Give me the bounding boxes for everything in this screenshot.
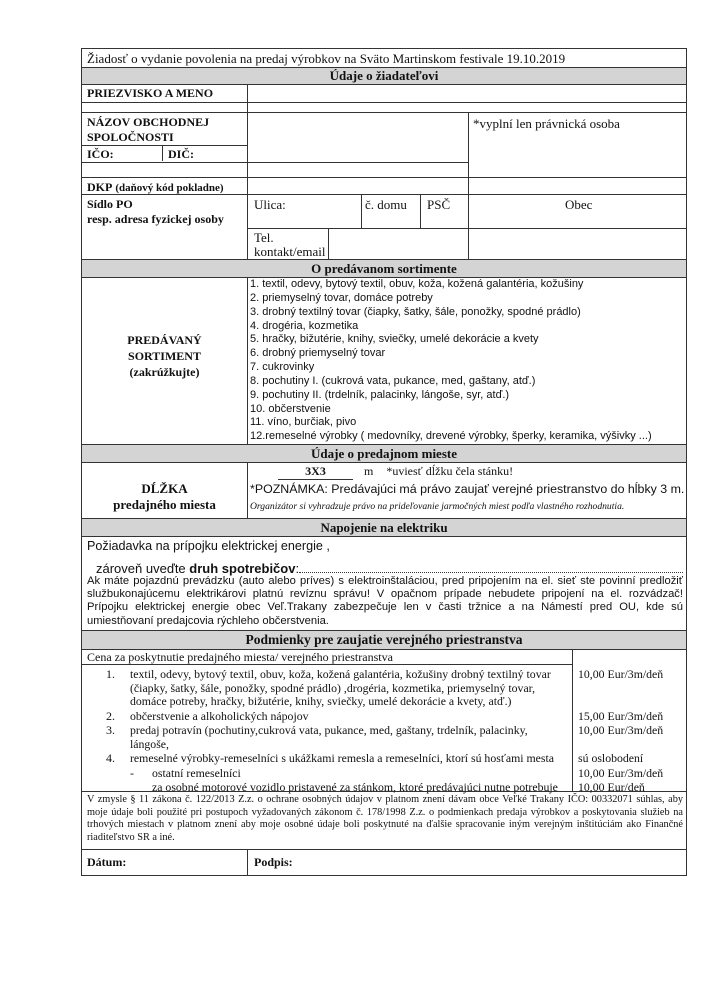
consumer-suffix: : <box>295 561 300 576</box>
assortment-item[interactable]: 9. pochutiny II. (trdelník, palacinky, lángoše, syr, atď.) <box>250 388 510 401</box>
assortment-item[interactable]: 2. priemyselný tovar, domáce potreby <box>250 291 433 304</box>
company-label-2: SPOLOČNOSTI <box>87 130 174 144</box>
date-label: Dátum: <box>87 855 127 869</box>
house-field[interactable] <box>361 212 420 228</box>
conditions-header: Cena za poskytnutie predajného miesta/ verejného priestranstva <box>87 650 393 664</box>
section-assortment: O predávanom sortimente <box>82 260 686 277</box>
house-label: č. domu <box>365 197 407 212</box>
electric-consumers <box>96 561 684 576</box>
place-label-2: predajného miesta <box>113 497 216 512</box>
electric-request: Požiadavka na prípojku elektrickej energie , <box>87 539 330 553</box>
assortment-item[interactable]: 11. víno, burčiak, pivo <box>250 416 357 429</box>
row-text: textil, odevy, bytový textil, obuv, koža, kožená galantéria, kožušiny drobný textilný tovar <box>130 667 551 681</box>
row-text: (čiapky, šatky, šále, ponožky, spodné prádlo) ,drogéria, kozmetika, priemyselný tovar, <box>130 680 536 695</box>
ico-label: IČO: <box>87 147 114 161</box>
assortment-item[interactable]: 3. drobný textilný tovar (čiapky, šatky, šále, ponožky, spodné prádlo) <box>250 305 581 318</box>
row-price: 15,00 Eur/3m/deň <box>578 708 664 723</box>
date-field[interactable] <box>142 851 247 875</box>
assortment-item[interactable]: 6. drobný priemyselný tovar <box>250 347 386 360</box>
row-number: 4. <box>106 751 115 765</box>
row-price: 10,00 Eur/deň <box>578 780 645 794</box>
row-text: lángoše, <box>130 736 169 751</box>
section-conditions: Podmienky pre zaujatie verejného priestranstva <box>82 631 686 649</box>
signature-field[interactable] <box>307 851 685 875</box>
assortment-item[interactable]: 10. občerstvenie <box>250 402 331 415</box>
assortment-item[interactable]: 5. hračky, bižutérie, knihy, sviečky, umelé dekorácie a kvety <box>250 333 539 346</box>
seat-label-1: Sídlo PO <box>87 197 133 211</box>
row-price: 10,00 Eur/3m/deň <box>578 667 664 681</box>
row-text: domáce potreby, hračky, bižutérie, knihy, sviečky, umelé dekorácie a kvety, atď.) <box>130 694 512 708</box>
row-text: za osobné motorové vozidlo pristavené za stánkom, ktoré predávajúci nutne potrebuje <box>152 780 558 794</box>
legal-note: *vyplní len právnická osoba <box>473 116 620 131</box>
assortment-item[interactable]: 8. pochutiny I. (cukrová vata, pukance, med, gaštany, atď.) <box>250 374 536 387</box>
tel-label-1: Tel. <box>254 230 274 245</box>
contact-field[interactable] <box>330 229 686 259</box>
city-field[interactable] <box>468 212 686 228</box>
dic-field[interactable] <box>197 145 247 161</box>
length-value[interactable]: 3X3 <box>278 464 353 480</box>
consumer-bold: druh spotrebičov <box>189 561 296 576</box>
company-label-1: NÁZOV OBCHODNEJ <box>87 115 210 129</box>
row-price: 10,00 Eur/3m/deň <box>578 723 664 737</box>
name-field[interactable] <box>250 85 686 102</box>
place-label-1: DĹŽKA <box>141 481 188 496</box>
street-label: Ulica: <box>254 197 286 212</box>
tel-label-2: kontakt/email <box>254 244 326 259</box>
electric-paragraph: Ak máte pojazdnú prevádzku (auto alebo príves) s elektroinštaláciou, pred pripojením na el. sieť ste povinní predložiť službukonajúcemu elektrikárovi platnú revíznu správu! V opačnom prípade nebudete pripojení na el. rozvádzač! Prípojku elektrickej energie obec Veľ.Trakany zabezpečuje len v časti tržnice a na Námestí pred OU, kde sú umiestňovaní predajcovia rýchleho občerstvenia. <box>87 575 683 627</box>
assortment-item[interactable]: 4. drogéria, kozmetika <box>250 319 359 332</box>
row-price: sú oslobodení <box>578 751 644 765</box>
consumer-prefix: zároveň uveďte <box>96 561 190 576</box>
seat-label-2: resp. adresa fyzickej osoby <box>87 212 224 226</box>
assortment-item[interactable]: 1. textil, odevy, bytový textil, obuv, koža, kožená galantéria, kožušiny <box>250 278 584 290</box>
consumers-field[interactable] <box>299 562 684 573</box>
dkp-label <box>87 180 224 195</box>
organizer-note: Organizátor si vyhradzuje právo na prideľovanie jarmočných miest podľa vlastného rozhodnutia. <box>250 501 625 512</box>
section-applicant: Údaje o žiadateľovi <box>82 68 686 84</box>
form-title: Žiadosť o vydanie povolenia na predaj výrobkov na Sväto Martinskom festivale 19.10.2019 <box>87 51 566 66</box>
signature-label: Podpis: <box>254 855 293 869</box>
gdpr-consent: V zmysle § 11 zákona č. 122/2013 Z.z. o ochrane osobných údajov v platnom znení dávam obce Veľké Trakany IČO: 00332071 súhlas, aby moje údaje boli použité pri postupoch vyžadovaných zákonom č. 178/1998 Z.z. o podmienkach predaja výrobkov a poskytovania služieb na trhových miestach v platnom znení aby moje osobné údaje boli poskytnuté na ďalšie spracovanie iným verejným inštitúciám ako Finančné riaditeľstvo SR a iné. <box>87 794 683 843</box>
place-label <box>82 481 247 513</box>
row-text: občerstvenie a alkoholických nápojov <box>130 708 309 723</box>
dkp-sub: (daňový kód pokladne) <box>115 182 224 194</box>
name-label: PRIEZVISKO A MENO <box>87 86 214 100</box>
assortment-label <box>82 332 247 380</box>
assortment-item[interactable]: 7. cukrovinky <box>250 361 315 374</box>
assortment-label-3: (zakrúžkujte) <box>129 365 200 379</box>
place-note: *POZNÁMKA: Predávajúci má právo zaujať verejné priestranstvo do hĺbky 3 m. <box>250 482 684 496</box>
company-field[interactable] <box>250 113 468 144</box>
row-text: ostatní remeselníci <box>152 765 241 780</box>
row-number: 3. <box>106 723 115 737</box>
assortment-label-1: PREDÁVANÝ <box>127 333 202 347</box>
length-note: *uviesť dĺžku čela stánku! <box>386 464 514 478</box>
zip-label: PSČ <box>427 197 451 212</box>
section-electric: Napojenie na elektriku <box>82 519 686 536</box>
zip-field[interactable] <box>420 212 468 228</box>
row-price: 10,00 Eur/3m/deň <box>578 765 664 780</box>
row-number: 1. <box>106 667 115 681</box>
ico-field[interactable] <box>122 145 162 161</box>
assortment-label-2: SORTIMENT <box>128 349 201 363</box>
application-form <box>81 48 687 876</box>
length-unit: m <box>364 464 374 478</box>
city-label: Obec <box>565 197 593 212</box>
row-text: predaj potravín (pochutiny,cukrová vata, pukance, med, gaštany, trdelník, palacinky, <box>130 723 528 737</box>
dic-label: DIČ: <box>168 147 194 161</box>
street-field[interactable] <box>250 212 361 228</box>
row-text: remeselné výrobky-remeselníci s ukážkami remesla a remeselníci, ktorí sú hosťami mesta <box>130 751 555 765</box>
assortment-item[interactable]: 12.remeselné výrobky ( medovníky, drevené výrobky, šperky, keramika, výšivky ...) <box>250 430 652 443</box>
row-number: - <box>130 765 134 780</box>
row-number: 2. <box>106 708 115 723</box>
section-place: Údaje o predajnom mieste <box>82 445 686 462</box>
assortment-list <box>250 278 684 444</box>
dkp-code: DKP <box>87 180 113 194</box>
length-line <box>278 464 513 480</box>
